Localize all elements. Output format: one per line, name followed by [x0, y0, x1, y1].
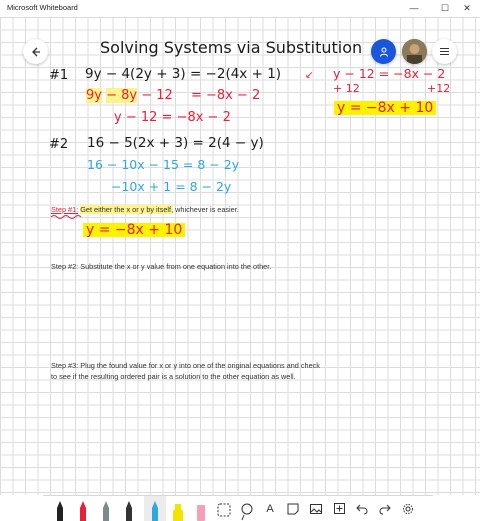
dark-pen-icon — [124, 499, 134, 521]
avatar-photo-icon — [402, 39, 427, 64]
eraser-icon — [195, 499, 207, 521]
redo-icon — [379, 503, 391, 515]
step3-line1: Step #3: Plug the found value for x or y into one of the original equations and check — [51, 361, 320, 370]
ruler-tool[interactable] — [236, 496, 258, 521]
lasso-icon — [216, 501, 232, 521]
image-tool[interactable] — [305, 496, 327, 521]
redo-button[interactable] — [374, 496, 396, 521]
ink-toolbar — [43, 495, 433, 521]
problem1-step-a — [86, 89, 260, 102]
whiteboard-canvas[interactable] — [0, 17, 480, 495]
side-add-left: + 12 — [333, 82, 360, 95]
term-9y: 9y — [86, 88, 102, 103]
ruler-icon — [239, 501, 255, 521]
undo-button[interactable] — [351, 496, 373, 521]
title-bar — [0, 0, 480, 18]
term-minus-12: − 12 — [141, 88, 173, 103]
minimize-button[interactable]: — — [409, 3, 419, 13]
undo-icon — [356, 503, 368, 515]
app-title: Microsoft Whiteboard — [7, 3, 78, 12]
highlighter-tool[interactable] — [167, 496, 189, 521]
green-pen-tool[interactable] — [95, 496, 117, 521]
problem1-label: #1 — [49, 68, 69, 83]
highlighter-icon — [172, 499, 184, 521]
step1-rest: whichever is easier. — [173, 205, 239, 214]
maximize-button[interactable]: ☐ — [440, 3, 450, 13]
step1-label: Step #1: — [51, 205, 79, 214]
add-icon — [334, 503, 345, 514]
problem1-result: y = −8x + 10 — [334, 101, 436, 115]
menu-button[interactable] — [432, 39, 457, 64]
term-minus-8y: − 8y — [106, 88, 138, 103]
problem2-step-a: 16 − 10x − 15 = 8 − 2y — [87, 157, 240, 172]
side-add-right: +12 — [427, 82, 451, 95]
user-avatar[interactable] — [402, 39, 427, 64]
black-pen-icon — [55, 499, 65, 521]
eraser-tool[interactable] — [190, 496, 212, 521]
blue-pen-icon — [150, 499, 160, 521]
board-heading: Solving Systems via Substitution — [100, 38, 363, 57]
hamburger-icon — [439, 47, 450, 56]
lasso-tool[interactable] — [213, 496, 235, 521]
step-a-rhs: = −8x − 2 — [190, 88, 261, 103]
problem1-step-b: y − 12 = −8x − 2 — [114, 110, 231, 125]
blue-pen-tool[interactable] — [144, 496, 166, 521]
more-tool[interactable] — [328, 496, 350, 521]
problem2-step-b: −10x + 1 = 8 − 2y — [111, 179, 232, 194]
share-button[interactable] — [371, 39, 396, 64]
close-button[interactable]: ✕ — [463, 3, 471, 13]
step1-highlight: Get either the x or y by itself, — [80, 205, 174, 214]
image-icon — [310, 504, 322, 514]
arrow-left-icon — [30, 46, 42, 58]
sticky-note-tool[interactable] — [282, 496, 304, 521]
step3-line2: to see if the resulting ordered pair is a solution to the other equation as well. — [51, 372, 296, 381]
side-equation: y − 12 = −8x − 2 — [333, 66, 446, 81]
green-pen-icon — [101, 499, 111, 521]
red-pen-tool[interactable] — [72, 496, 94, 521]
side-mark: ↙ — [305, 70, 314, 81]
settings-button[interactable] — [397, 496, 419, 521]
problem2-equation: 16 − 5(2x + 3) = 2(4 − y) — [87, 135, 264, 151]
step1-answer: y = −8x + 10 — [83, 223, 185, 237]
squiggle-underline — [50, 214, 84, 220]
sticky-note-icon — [287, 503, 299, 515]
back-button[interactable] — [23, 39, 48, 64]
gear-icon — [402, 503, 414, 515]
dark-pen-tool[interactable] — [118, 496, 140, 521]
text-tool[interactable]: A — [266, 502, 274, 515]
black-pen-tool[interactable] — [49, 496, 71, 521]
red-pen-icon — [78, 499, 88, 521]
person-icon — [378, 46, 390, 58]
problem1-equation: 9y − 4(2y + 3) = −2(4x + 1) — [85, 66, 282, 82]
step2-text: Step #2: Substitute the x or y value from one equation into the other. — [51, 262, 272, 271]
problem2-label: #2 — [49, 137, 69, 152]
